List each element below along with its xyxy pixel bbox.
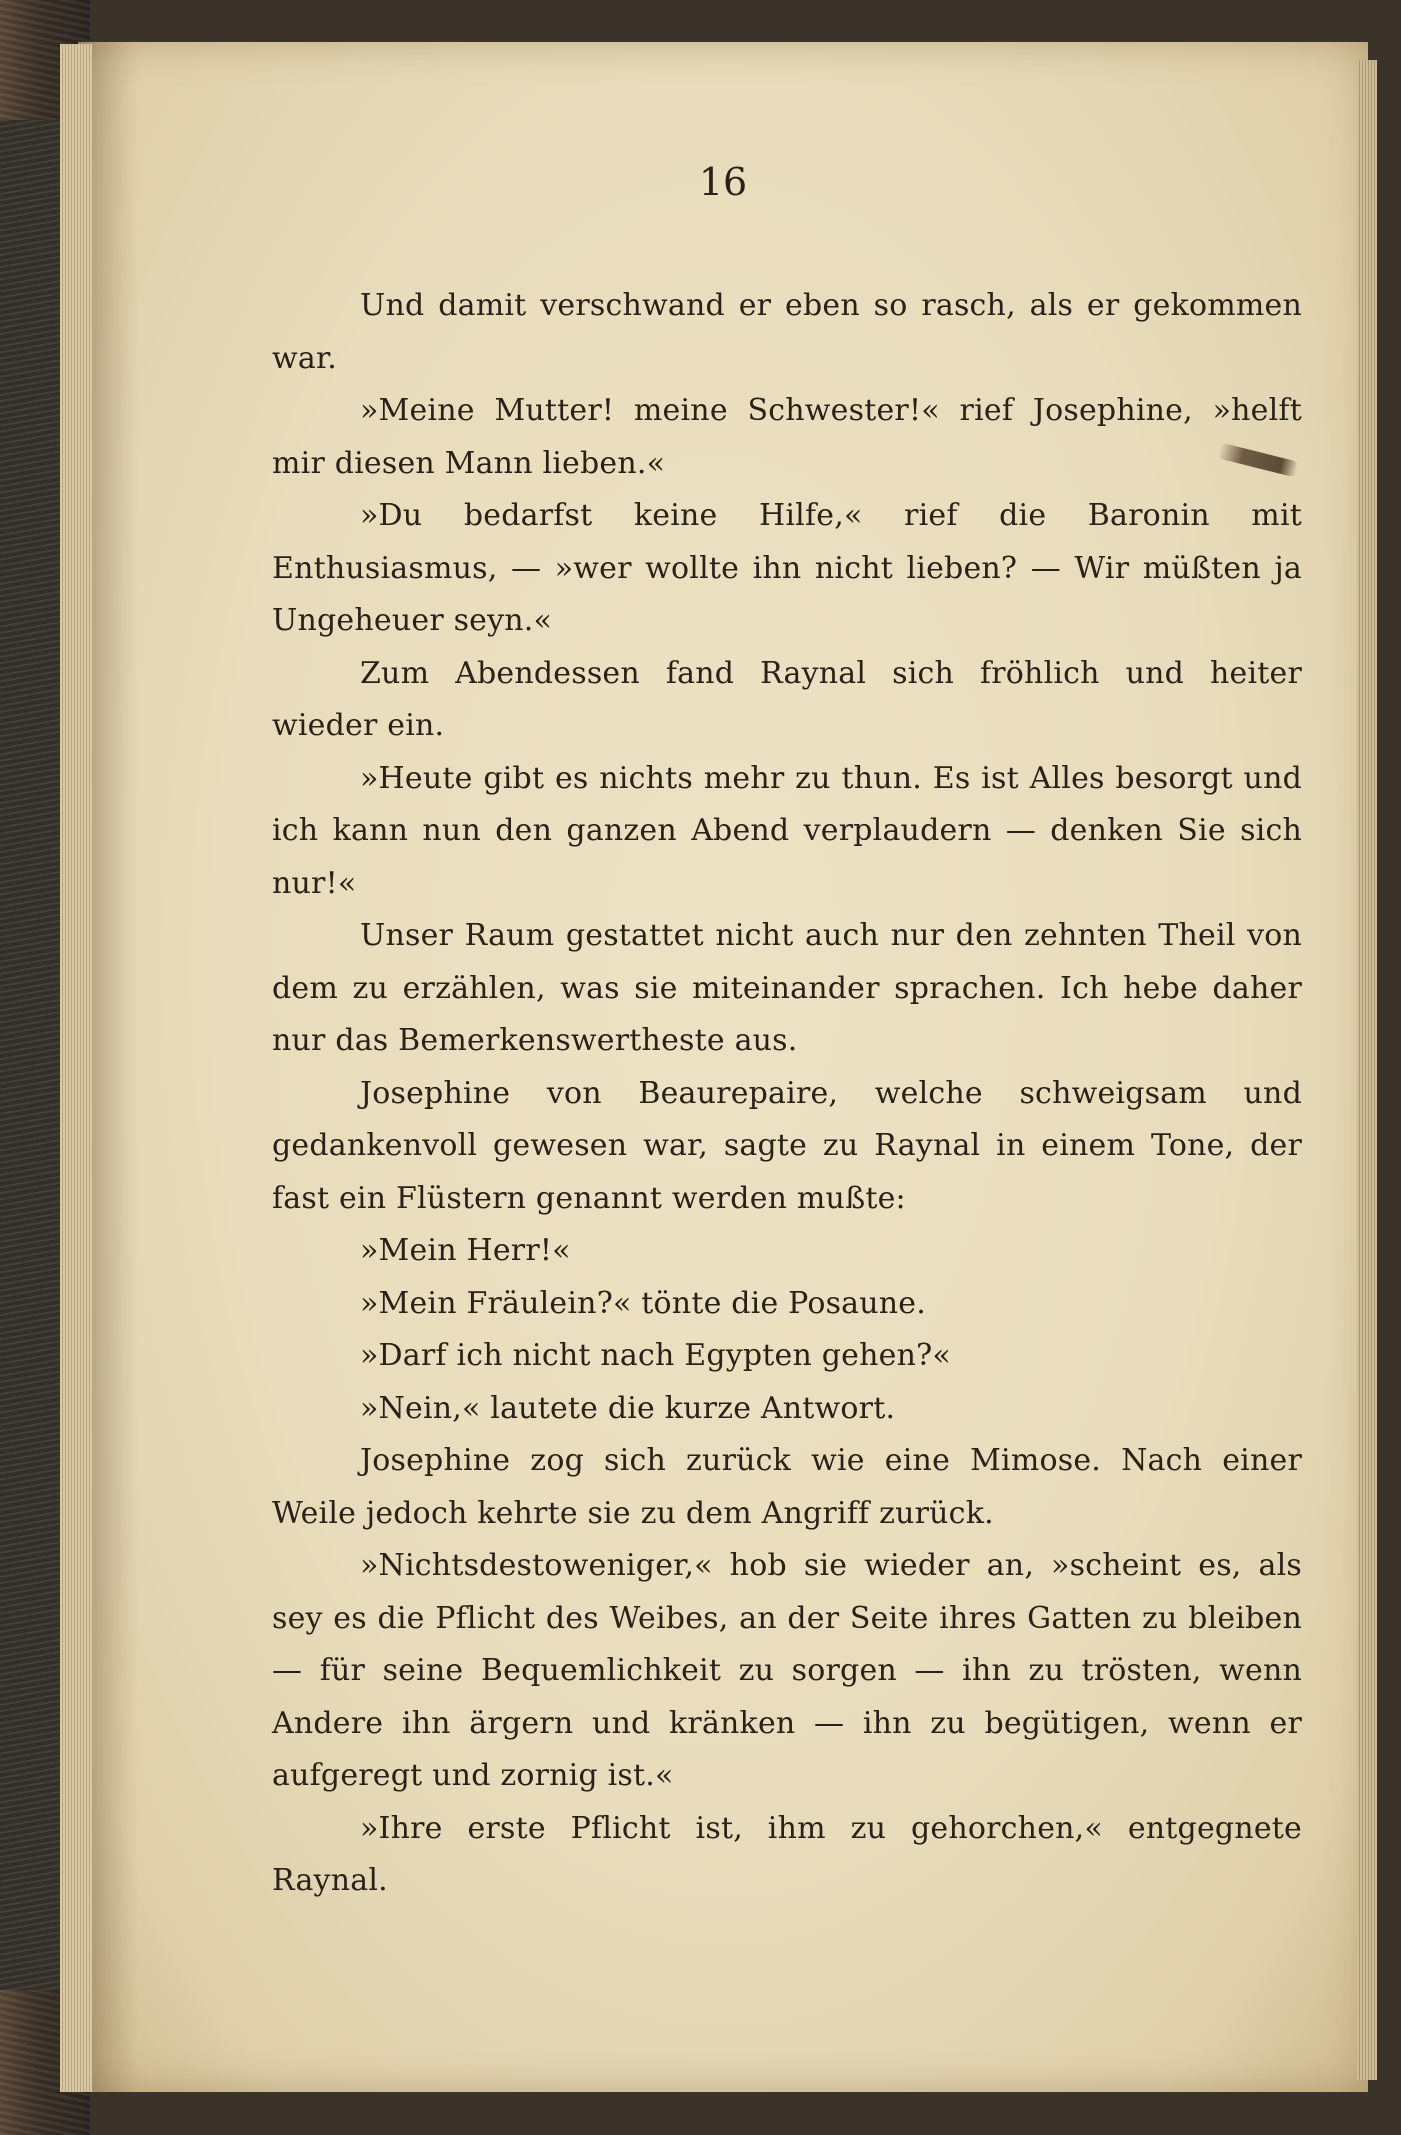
- paragraph: »Du bedarfst keine Hilfe,« rief die Baronin mit Enthusiasmus, — »wer wollte ihn nicht lieben? — Wir müßten ja Ungeheuer seyn.«: [272, 498, 1302, 638]
- paragraph: Zum Abendessen fand Raynal sich fröhlich und heiter wieder ein.: [272, 655, 1302, 743]
- page-number: 16: [698, 160, 748, 204]
- paragraph: »Mein Herr!«: [360, 1233, 571, 1268]
- paragraph: »Darf ich nicht nach Egypten gehen?«: [360, 1338, 951, 1373]
- page-edges-right: [1357, 60, 1377, 2080]
- page-edges-left: [60, 44, 92, 2092]
- paragraph: »Nichtsdestoweniger,« hob sie wieder an, »scheint es, als sey es die Pflicht des Weibes, an der Seite ihres Gatten zu bleiben — für seine Bequemlichkeit zu sorgen — ihn zu trösten, wenn Andere ihn ärgern und kränken — ihn zu begütigen, wenn er aufgeregt und zornig ist.«: [272, 1548, 1302, 1793]
- book-page: [78, 42, 1368, 2092]
- paragraph: Josephine von Beaurepaire, welche schweigsam und gedankenvoll gewesen war, sagte zu Raynal in einem Tone, der fast ein Flüstern genannt werden mußte:: [272, 1075, 1302, 1216]
- paragraph: »Nein,« lautete die kurze Antwort.: [360, 1390, 896, 1426]
- paragraph: Und damit verschwand er eben so rasch, als er gekommen war.: [272, 288, 1302, 376]
- paragraph: Josephine zog sich zurück wie eine Mimose. Nach einer Weile jedoch kehrte sie zu dem Angriff zurück.: [272, 1443, 1302, 1531]
- paragraph: Unser Raum gestattet nicht auch nur den zehnten Theil von dem zu erzählen, was sie miteinander sprachen. Ich hebe daher nur das Bemerkenswertheste aus.: [272, 918, 1302, 1058]
- paragraph: »Meine Mutter! meine Schwester!« rief Josephine, »helft mir diesen Mann lieben.«: [272, 393, 1302, 481]
- body-text: [272, 280, 1302, 1908]
- paragraph: »Heute gibt es nichts mehr zu thun. Es ist Alles besorgt und ich kann nun den ganzen Abend verplaudern — denken Sie sich nur!«: [272, 760, 1302, 901]
- paragraph: »Ihre erste Pflicht ist, ihm zu gehorchen,« entgegnete Raynal.: [272, 1810, 1302, 1898]
- paragraph: »Mein Fräulein?« tönte die Posaune.: [360, 1285, 926, 1321]
